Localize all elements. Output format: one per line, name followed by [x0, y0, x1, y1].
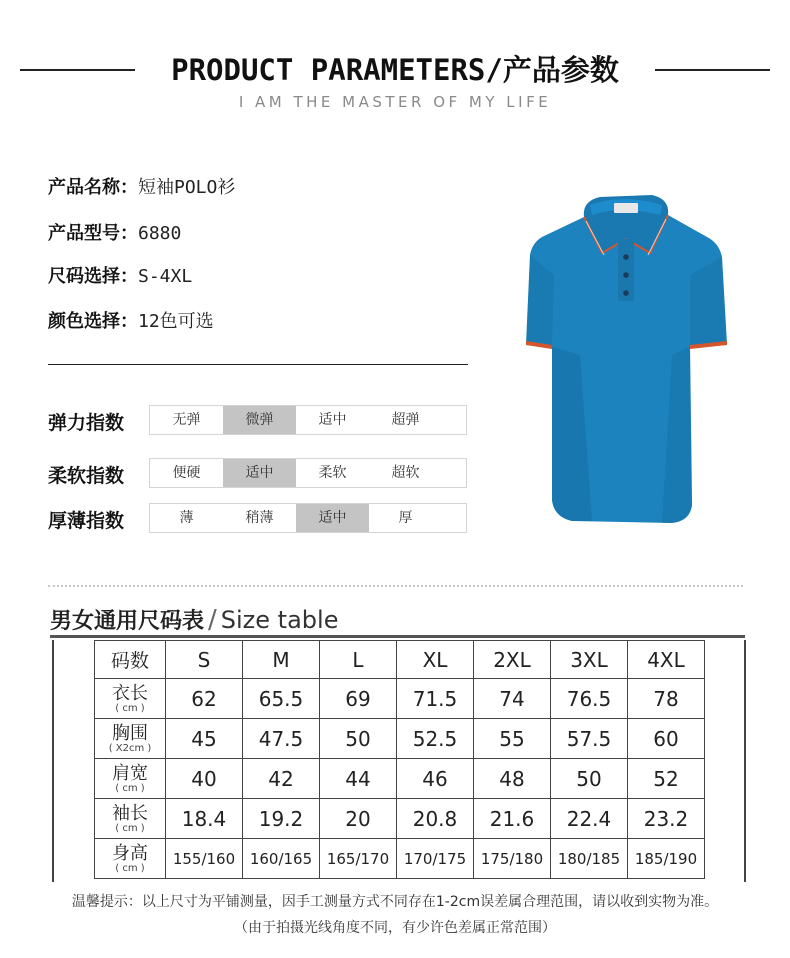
size-table-row [95, 799, 705, 839]
index-option: 稍薄 [245, 510, 274, 526]
size-column-header: 3XL [551, 641, 628, 679]
size-value-cell: 47.5 [243, 719, 320, 759]
page-subtitle: I AM THE MASTER OF MY LIFE [238, 93, 552, 111]
size-table-title-en: Size table [220, 606, 339, 634]
measurement-header [95, 799, 166, 839]
size-value-cell: 170/175 [397, 839, 474, 879]
polo-shirt-icon [522, 195, 734, 525]
param-label: 产品名称： [48, 177, 138, 198]
measurement-unit: ( cm ) [115, 862, 145, 874]
size-value-cell: 52 [628, 759, 705, 799]
size-value-cell: 55 [474, 719, 551, 759]
size-value-cell: 78 [628, 679, 705, 719]
size-value-cell: 165/170 [320, 839, 397, 879]
size-table-rule [50, 635, 745, 638]
size-column-header: M [243, 641, 320, 679]
index-option-selected: 适中 [223, 459, 296, 487]
size-table-header-row [95, 641, 705, 679]
measurement-name: 衣长 [112, 682, 148, 704]
header-rule-right [655, 69, 770, 71]
section-divider [48, 585, 743, 587]
index-option: 超弹 [391, 412, 420, 428]
measurement-unit: ( cm ) [115, 822, 145, 834]
color-disclaimer: （由于拍摄光线角度不同，有少许色差属正常范围） [234, 920, 556, 936]
size-value-cell: 74 [474, 679, 551, 719]
size-value-cell: 76.5 [551, 679, 628, 719]
param-value: 短袖POLO衫 [138, 177, 236, 198]
size-value-cell: 42 [243, 759, 320, 799]
index-option: 适中 [318, 412, 347, 428]
param-model [48, 219, 181, 245]
size-value-cell: 20 [320, 799, 397, 839]
size-value-cell: 185/190 [628, 839, 705, 879]
measurement-name: 袖长 [112, 802, 148, 824]
size-table [94, 640, 705, 879]
size-value-cell: 46 [397, 759, 474, 799]
size-value-cell: 69 [320, 679, 397, 719]
index-label: 柔软指数 [48, 465, 125, 487]
param-value: 12色可选 [138, 311, 214, 332]
index-option: 柔软 [318, 465, 347, 481]
size-value-cell: 57.5 [551, 719, 628, 759]
size-value-cell: 50 [320, 719, 397, 759]
size-table-row [95, 719, 705, 759]
index-scale [149, 503, 467, 533]
param-value: 6880 [138, 223, 182, 244]
size-value-cell: 50 [551, 759, 628, 799]
index-option: 便硬 [172, 465, 201, 481]
size-value-cell: 160/165 [243, 839, 320, 879]
size-column-header: 4XL [628, 641, 705, 679]
params-divider [48, 364, 468, 365]
size-table-frame [52, 640, 746, 882]
index-label: 弹力指数 [48, 412, 125, 434]
size-table-title-cn: 男女通用尺码表 [50, 609, 205, 634]
measurement-unit: ( cm ) [115, 702, 145, 714]
size-value-cell: 20.8 [397, 799, 474, 839]
index-label: 厚薄指数 [48, 510, 125, 532]
measurement-header [95, 719, 166, 759]
index-option: 超软 [391, 465, 420, 481]
size-value-cell: 71.5 [397, 679, 474, 719]
param-sizes [48, 262, 192, 288]
size-value-cell: 65.5 [243, 679, 320, 719]
index-option: 厚 [398, 510, 413, 526]
size-value-cell: 155/160 [166, 839, 243, 879]
index-option-selected: 适中 [296, 504, 369, 532]
index-option-selected: 微弹 [223, 406, 296, 434]
size-table-row [95, 839, 705, 879]
size-value-cell: 19.2 [243, 799, 320, 839]
size-column-header: 2XL [474, 641, 551, 679]
size-table-row [95, 679, 705, 719]
measurement-name: 胸围 [112, 722, 148, 744]
measurement-header [95, 759, 166, 799]
size-value-cell: 18.4 [166, 799, 243, 839]
param-product-name [48, 173, 235, 199]
measurement-header [95, 679, 166, 719]
param-label: 颜色选择： [48, 311, 138, 332]
measurement-name: 身高 [112, 842, 148, 864]
size-value-cell: 22.4 [551, 799, 628, 839]
size-table-title-slash: / [208, 605, 217, 635]
size-table-corner: 码数 [95, 641, 166, 679]
header-rule-left [20, 69, 135, 71]
size-value-cell: 23.2 [628, 799, 705, 839]
size-value-cell: 52.5 [397, 719, 474, 759]
page-title: PRODUCT PARAMETERS/产品参数 [171, 53, 619, 87]
size-value-cell: 44 [320, 759, 397, 799]
index-scale [149, 405, 467, 435]
param-colors [48, 307, 214, 333]
index-option: 薄 [179, 510, 194, 526]
param-label: 产品型号： [48, 223, 138, 244]
measurement-header [95, 839, 166, 879]
size-value-cell: 45 [166, 719, 243, 759]
measurement-unit: ( cm ) [115, 782, 145, 794]
size-value-cell: 62 [166, 679, 243, 719]
size-value-cell: 21.6 [474, 799, 551, 839]
param-value: S-4XL [138, 266, 193, 287]
size-value-cell: 60 [628, 719, 705, 759]
size-table-title [50, 604, 338, 635]
measurement-name: 肩宽 [112, 762, 148, 784]
size-value-cell: 180/185 [551, 839, 628, 879]
size-value-cell: 40 [166, 759, 243, 799]
measurement-unit: ( X2cm ) [108, 742, 152, 754]
size-column-header: XL [397, 641, 474, 679]
param-label: 尺码选择： [48, 266, 138, 287]
notice-text: 温馨提示：以上尺寸为平铺测量，因手工测量方式不同存在1-2cm误差属合理范围，请以收到实物为准。 [71, 894, 719, 910]
size-value-cell: 175/180 [474, 839, 551, 879]
size-table-row [95, 759, 705, 799]
index-scale [149, 458, 467, 488]
size-column-header: S [166, 641, 243, 679]
size-column-header: L [320, 641, 397, 679]
size-value-cell: 48 [474, 759, 551, 799]
index-option: 无弹 [172, 412, 201, 428]
